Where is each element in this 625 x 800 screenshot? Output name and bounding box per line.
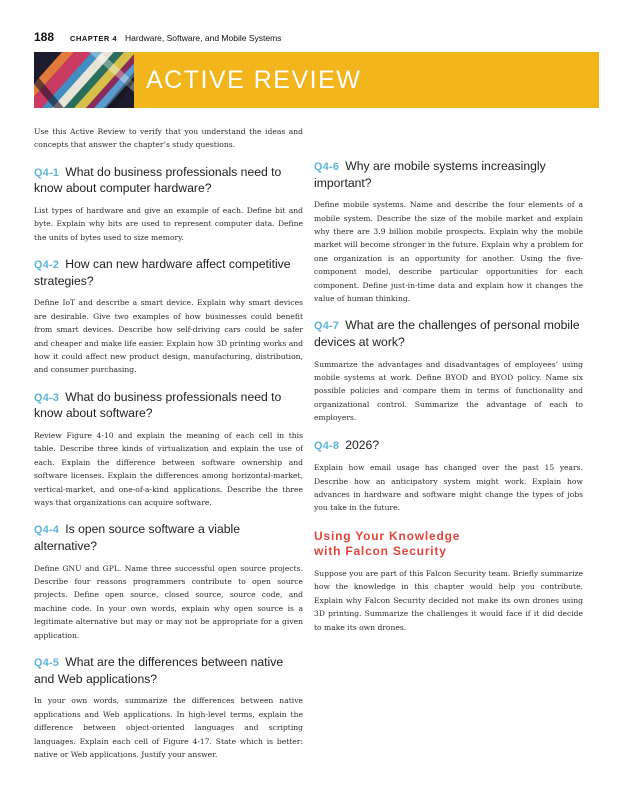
question-number: Q4-1 [34,166,60,179]
question-number: Q4-8 [314,439,340,452]
question-number: Q4-6 [314,161,340,173]
question-title: Why are mobile systems increasingly important? [314,159,546,190]
using-knowledge-title-line2: with Falcon Security [314,543,447,558]
question-heading-q4-1 [34,165,303,197]
page-number: 188 [34,30,55,44]
question-body-q4-3: Review Figure 4-10 and explain the meaning of each cell in this table. Describe three kinds of virtualization and explain the use of each. Explain the difference between software ownership and software licenses. Explain the differences among horizontal-market, vertical-market, and one-of-a-kind applications. Describe the three ways that organizations can acquire software. [34,431,303,508]
question-number: Q4-4 [34,524,60,537]
question-heading-q4-8 [314,438,583,455]
question-heading-q4-4 [34,522,303,554]
question-title: 2026? [345,437,380,452]
section-banner [34,52,599,108]
chapter-label: CHAPTER 4 [70,34,118,43]
question-heading-q4-7 [314,318,583,350]
banner-title: ACTIVE REVIEW [146,66,362,94]
question-title: What are the challenges of personal mobile devices at work? [314,318,580,350]
using-knowledge-heading [314,529,583,559]
question-heading-q4-2 [34,257,303,289]
banner-title-area [134,52,599,108]
question-body-q4-6: Define mobile systems. Name and describe the four elements of a mobile system. Describe the size of the mobile market and explain why there are 3.9 billion mobile prospects. Explain why the mobile market will become stronger in the future. Explain why a problem for one organization is an opportunity for another. Using the five-component model, describe particular opportunities for each component. Define just-in-time data and explain how it changes the value of human thinking. [314,200,583,304]
question-heading-q4-5 [34,655,303,687]
question-number: Q4-3 [34,391,60,404]
left-column [34,125,303,761]
right-column [314,125,583,634]
question-body-q4-1: List types of hardware and give an example of each. Define bit and byte. Explain why bits are used to represent computer data. Define the units of bytes used to size memory. [34,206,303,242]
question-title: What are the differences between native and Web applications? [34,655,284,686]
question-title: How can new hardware affect competitive strategies? [34,257,291,288]
question-number: Q4-7 [314,320,340,333]
question-title: What do business professionals need to know about software? [34,389,282,421]
question-number: Q4-2 [34,259,60,272]
question-heading-q4-3 [34,390,303,422]
running-head [34,30,281,44]
question-title: What do business professionals need to know about computer hardware? [34,164,282,196]
intro-text: Use this Active Review to verify that you understand the ideas and concepts that answer the chapter’s study questions. [34,127,303,150]
using-knowledge-body: Suppose you are part of this Falcon Security team. Briefly summarize how the knowledge in this chapter would help you contribute. Explain why Falcon Security decided not make its own drones using 3D printing. Summarize the challenges it would face if it did decide to make its own drones. [314,568,583,632]
question-body-q4-2: Define IoT and describe a smart device. Explain why smart devices are desirable. Give two examples of how businesses could benefit from smart devices. Describe how self-driving cars could be safer and cheaper and make life easier. Explain how 3D printing works and how it could affect new product design, manufacturing, distribution, and consumer purchasing. [34,298,303,375]
question-number: Q4-5 [34,657,60,670]
question-body-q4-7: Summarize the advantages and disadvantages of employees’ using mobile systems at work. Define BYOD and BYOD policy. Name six possible policies and compare them in terms of functionality and organizational control. Summarize the advantage of each to employers. [314,359,583,423]
using-knowledge-title-line1: Using Your Knowledge [314,528,461,543]
question-body-q4-4: Define GNU and GPL. Name three successful open source projects. Describe four reasons programmers contribute to open source projects. Define open source, closed source, source code, and machine code. In your own words, explain why open source is a legitimate alternative but may or may not be appropriate for a given application. [34,563,303,640]
question-heading-q4-6 [314,159,583,191]
banner-artwork [34,52,134,108]
chapter-title: Hardware, Software, and Mobile Systems [125,33,282,43]
question-body-q4-5: In your own words, summarize the differences between native applications and Web applications. In high-level terms, explain the difference between object-oriented languages and scripting languages. Explain each cell of Figure 4-17. State which is better: native or Web applications. Justify your answer. [34,696,303,759]
banner-artwork-image [34,52,134,108]
question-title: Is open source software a viable alternative? [34,522,240,554]
question-body-q4-8: Explain how email usage has changed over the past 15 years. Describe how an anticipatory system might work. Explain how advances in hardware and software might change the types of jobs you take in the future. [314,463,583,513]
